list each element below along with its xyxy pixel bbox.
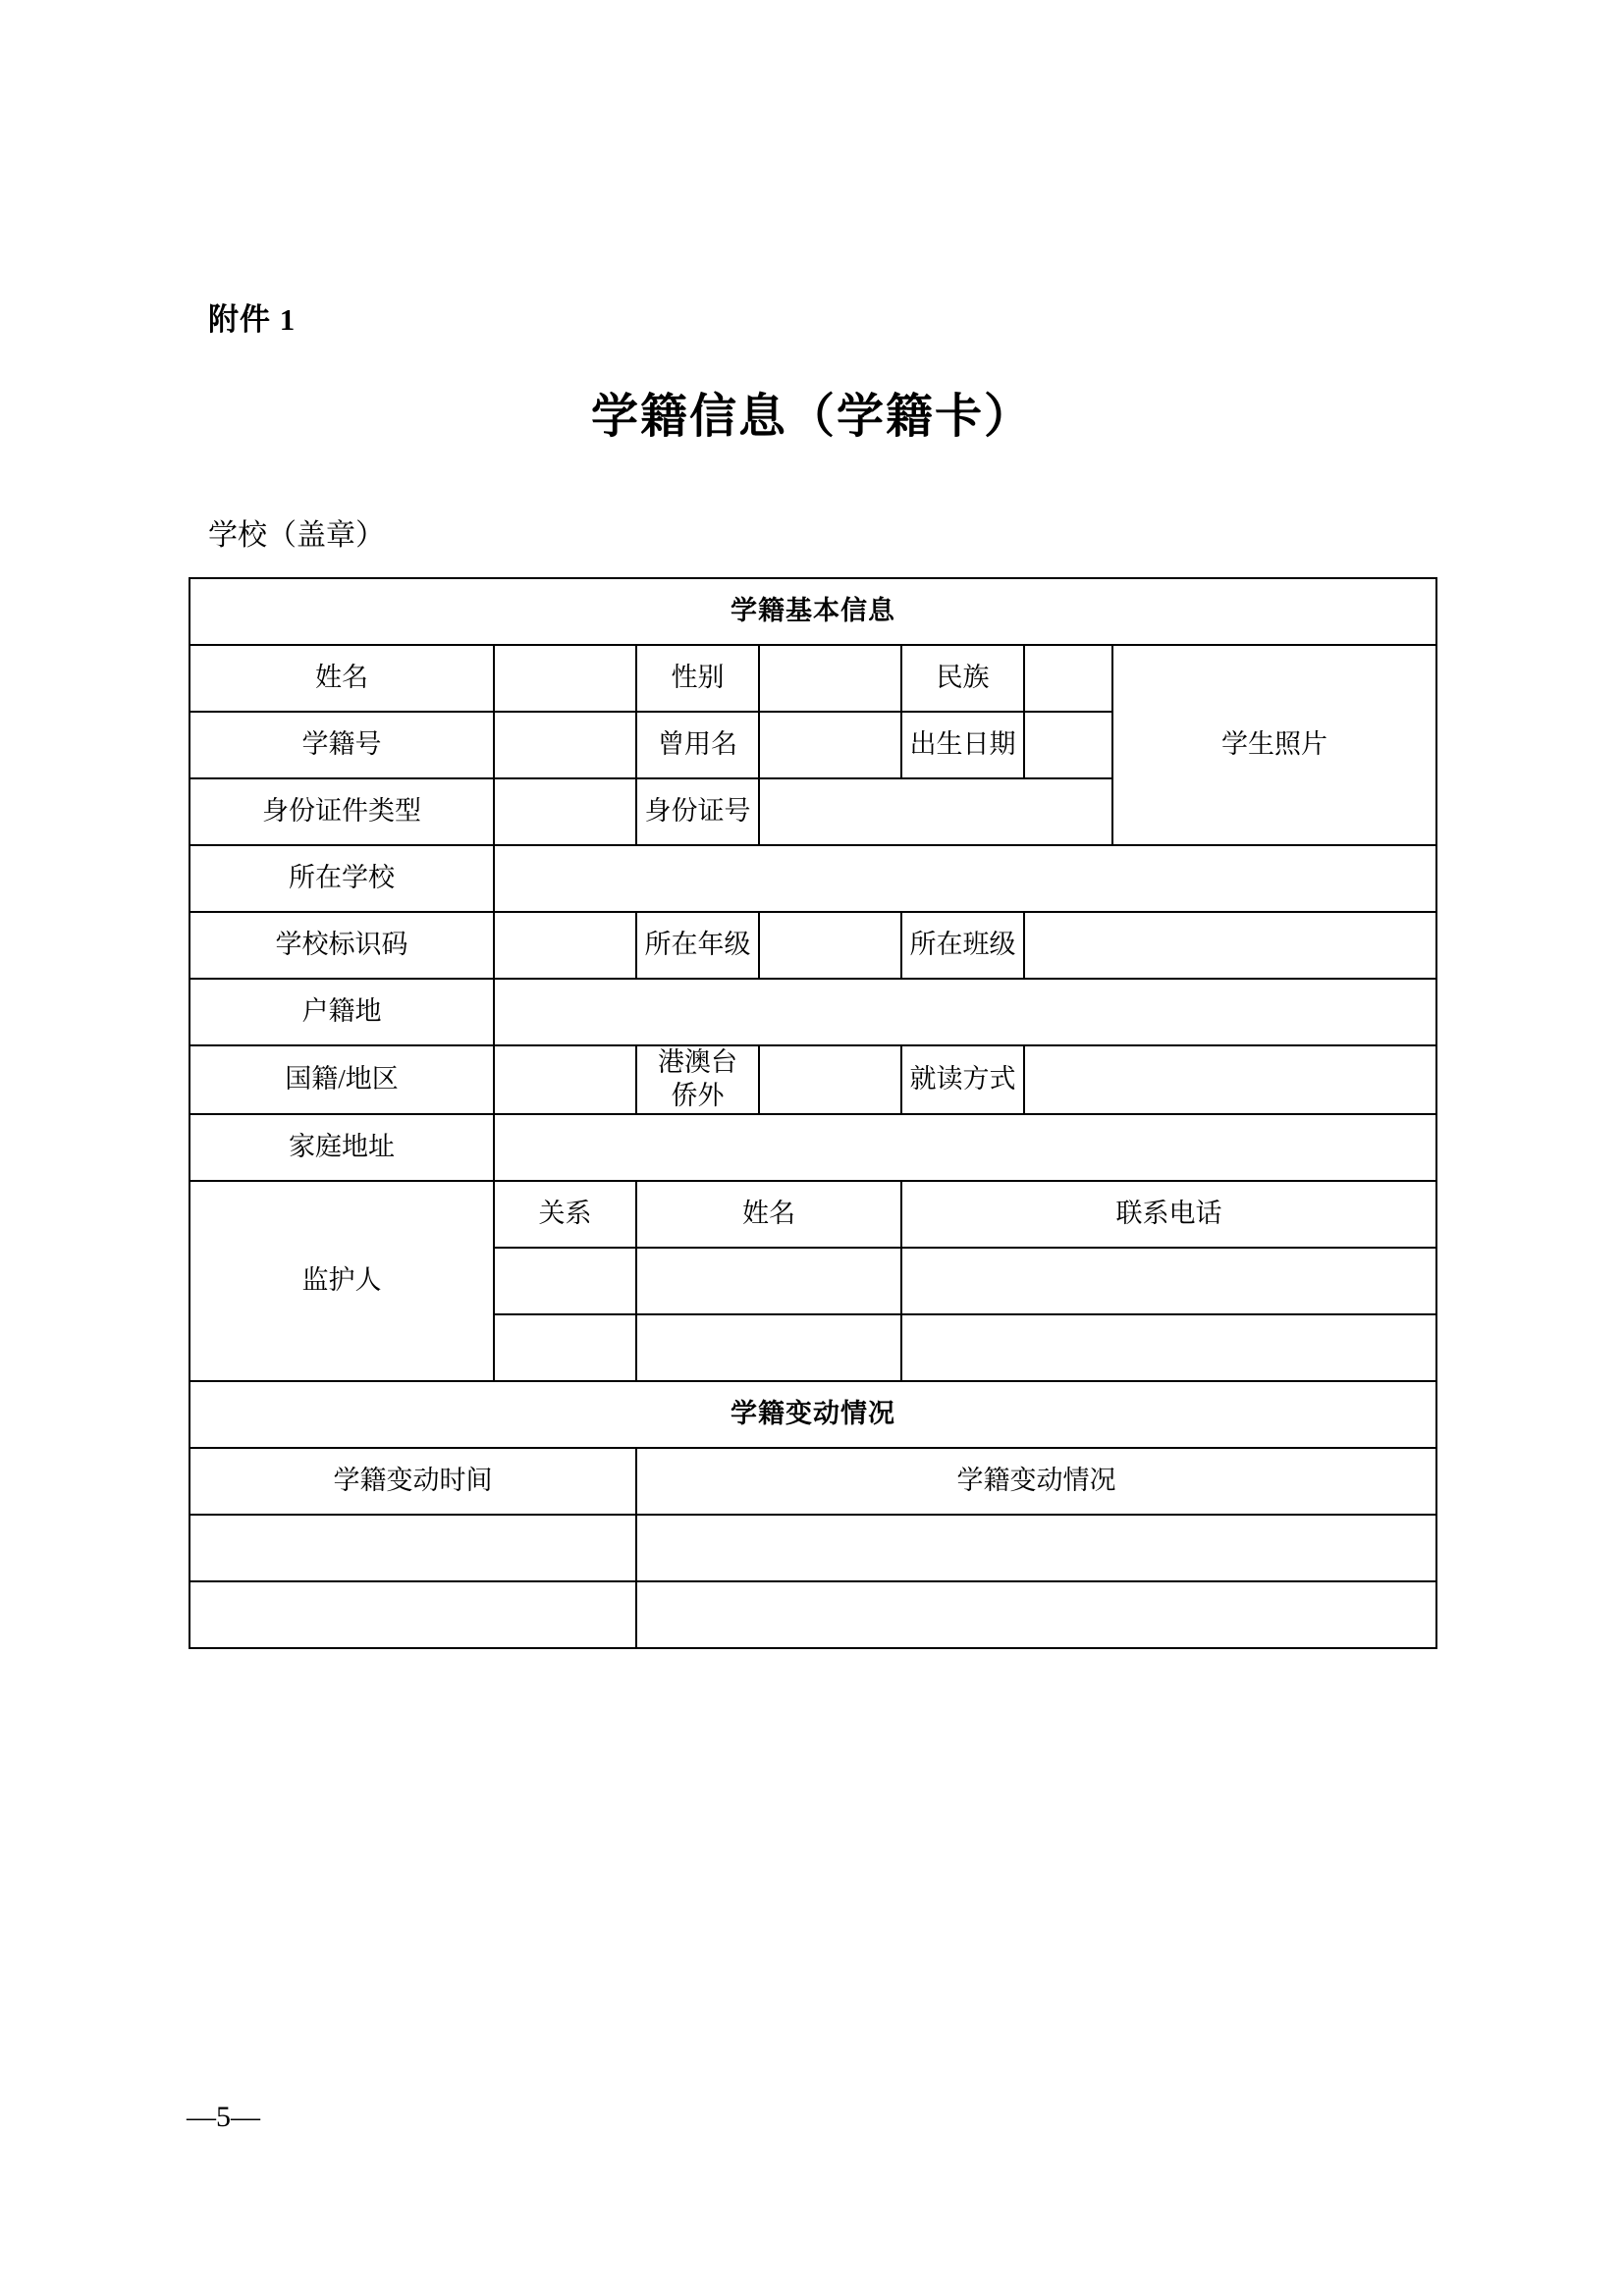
table-row-current-school [189, 845, 1436, 912]
label-household: 户籍地 [189, 979, 494, 1045]
label-birth-date: 出生日期 [901, 712, 1024, 778]
table-row-change-2 [189, 1581, 1436, 1648]
field-overseas[interactable] [759, 1045, 901, 1114]
label-guardian: 监护人 [189, 1181, 494, 1381]
field-change-detail[interactable] [636, 1581, 1436, 1648]
table-row-section-change [189, 1381, 1436, 1448]
section-title-change: 学籍变动情况 [189, 1381, 1436, 1448]
table-row-guardian-head [189, 1181, 1436, 1248]
label-student-id: 学籍号 [189, 712, 494, 778]
label-former-name: 曾用名 [636, 712, 759, 778]
label-home-address: 家庭地址 [189, 1114, 494, 1181]
field-name[interactable] [494, 645, 636, 712]
label-student-photo: 学生照片 [1112, 645, 1436, 845]
label-guardian-phone: 联系电话 [901, 1181, 1436, 1248]
table-row-household [189, 979, 1436, 1045]
label-overseas-line1: 港澳台 [658, 1047, 737, 1077]
label-ethnicity: 民族 [901, 645, 1024, 712]
table-row-nationality [189, 1045, 1436, 1114]
field-id-number[interactable] [759, 778, 1112, 845]
page-title: 学籍信息（学籍卡） [590, 391, 1033, 443]
field-guardian-name[interactable] [636, 1314, 901, 1381]
field-grade[interactable] [759, 912, 901, 979]
table-row-school-code [189, 912, 1436, 979]
table-row-change-1 [189, 1515, 1436, 1581]
field-class[interactable] [1024, 912, 1436, 979]
field-guardian-phone[interactable] [901, 1314, 1436, 1381]
field-id-type[interactable] [494, 778, 636, 845]
field-guardian-relation[interactable] [494, 1314, 636, 1381]
table-row-section-basic [189, 578, 1436, 645]
label-change-time: 学籍变动时间 [189, 1448, 636, 1515]
field-home-address[interactable] [494, 1114, 1436, 1181]
field-nationality[interactable] [494, 1045, 636, 1114]
label-overseas-line2: 侨外 [671, 1080, 725, 1110]
field-current-school[interactable] [494, 845, 1436, 912]
field-former-name[interactable] [759, 712, 901, 778]
school-seal-label: 学校（盖章） [208, 519, 385, 552]
label-name: 姓名 [189, 645, 494, 712]
label-nationality: 国籍/地区 [189, 1045, 494, 1114]
student-record-table [189, 577, 1437, 1649]
label-id-number: 身份证号 [636, 778, 759, 845]
label-gender: 性别 [636, 645, 759, 712]
table-row-name [189, 645, 1436, 712]
label-study-mode: 就读方式 [901, 1045, 1024, 1114]
field-guardian-phone[interactable] [901, 1248, 1436, 1314]
label-id-type: 身份证件类型 [189, 778, 494, 845]
label-grade: 所在年级 [636, 912, 759, 979]
label-change-detail: 学籍变动情况 [636, 1448, 1436, 1515]
label-guardian-relation: 关系 [494, 1181, 636, 1248]
label-current-school: 所在学校 [189, 845, 494, 912]
field-change-time[interactable] [189, 1581, 636, 1648]
field-ethnicity[interactable] [1024, 645, 1112, 712]
field-guardian-name[interactable] [636, 1248, 901, 1314]
field-student-id[interactable] [494, 712, 636, 778]
section-title-basic: 学籍基本信息 [189, 578, 1436, 645]
field-change-time[interactable] [189, 1515, 636, 1581]
field-birth-date[interactable] [1024, 712, 1112, 778]
label-overseas [636, 1045, 759, 1114]
field-household[interactable] [494, 979, 1436, 1045]
attachment-label: 附件 1 [208, 302, 297, 337]
page-number: —5— [187, 2101, 260, 2133]
field-gender[interactable] [759, 645, 901, 712]
field-change-detail[interactable] [636, 1515, 1436, 1581]
table-row-change-head [189, 1448, 1436, 1515]
label-guardian-name: 姓名 [636, 1181, 901, 1248]
field-school-code[interactable] [494, 912, 636, 979]
label-school-code: 学校标识码 [189, 912, 494, 979]
table-row-home-address [189, 1114, 1436, 1181]
field-study-mode[interactable] [1024, 1045, 1436, 1114]
label-class: 所在班级 [901, 912, 1024, 979]
field-guardian-relation[interactable] [494, 1248, 636, 1314]
